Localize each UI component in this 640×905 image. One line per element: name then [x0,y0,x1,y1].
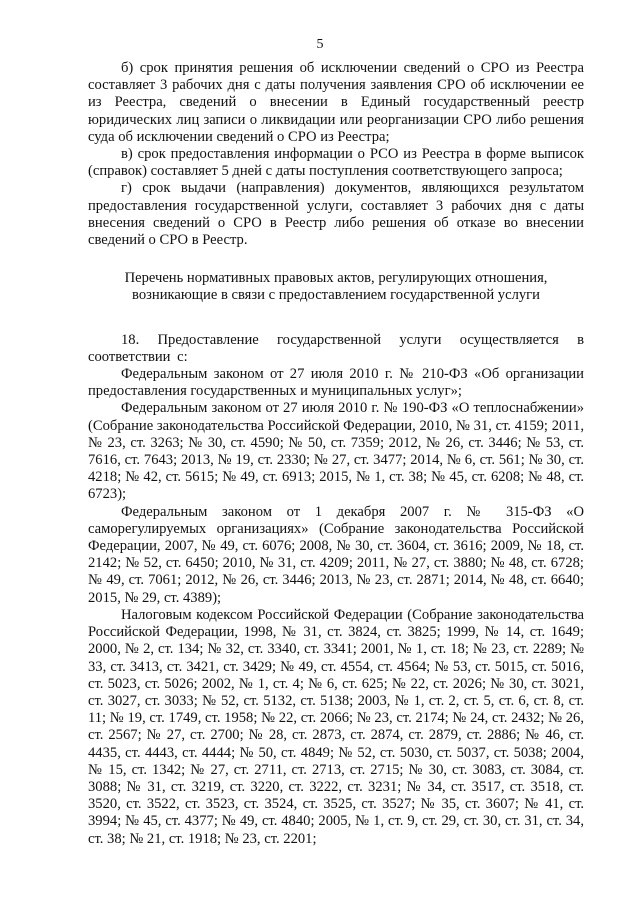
paragraph-law-190fz: Федеральным законом от 27 июля 2010 г. № 190-ФЗ «О теплоснабжении» (Собрание законодательства Российской Федерации, 2010, № 31, ст. 4159; 2011, № 23, ст. 3263; № 30, ст. 4590; № 50, ст. 7359; 2012, № 26, ст. 3446; № 53, ст. 7616, ст. 7643; 2013, № 19, ст. 2330; № 27, ст. 3477; 2014, № 6, ст. 561; № 30, ст. 4218; № 42, ст. 5615; № 49, ст. 6913; 2015, № 1, ст. 38; № 45, ст. 6208; № 48, ст. 6723); [88,400,584,503]
section-heading: Перечень нормативных правовых актов, регулирующих отношения, возникающие в связи с предоставлением государственной услуги [124,270,548,304]
paragraph-deadline-v: в) срок предоставления информации о РСО из Реестра в форме выписок (справок) составляет 5 дней с даты поступления соответствующего запроса; [88,146,584,180]
paragraph-deadline-g: г) срок выдачи (направления) документов, являющихся результатом предоставления государственной услуги, составляет 3 рабочих дня с даты внесения сведений о СРО в Реестр либо решения об отказе во внесении сведений о СРО в Реестр. [88,180,584,249]
paragraph-clause-18: 18. Предоставление государственной услуги осуществляется в соответствии с: [88,331,584,365]
paragraph-law-210fz: Федеральным законом от 27 июля 2010 г. № 210-ФЗ «Об организации предоставления государственных и муниципальных услуг»; [88,366,584,400]
paragraph-tax-code: Налоговым кодексом Российской Федерации (Собрание законодательства Российской Федерации, 1998, № 31, ст. 3824, ст. 3825; 1999, № 14, ст. 1649; 2000, № 2, ст. 134; № 32, ст. 3340, ст. 3341; 2001, № 1, ст. 18; № 23, ст. 2289; № 33, ст. 3413, ст. 3421, ст. 3429; № 49, ст. 4554, ст. 4564; № 53, ст. 5015, ст. 5016, ст. 5023, ст. 5026; 2002, № 1, ст. 4; № 6, ст. 625; № 22, ст. 2026; № 30, ст. 3021, ст. 3027, ст. 3033; № 52, ст. 5132, ст. 5138; 2003, № 1, ст. 2, ст. 5, ст. 6, ст. 8, ст. 11; № 19, ст. 1749, ст. 1958; № 22, ст. 2066; № 23, ст. 2174; № 24, ст. 2432; № 26, ст. 2567; № 27, ст. 2700; № 28, ст. 2873, ст. 2874, ст. 2879, ст. 2886; № 46, ст. 4435, ст. 4443, ст. 4444; № 50, ст. 4849; № 52, ст. 5030, ст. 5037, ст. 5038; 2004, № 15, ст. 1342; № 27, ст. 2711, ст. 2713, ст. 2715; № 30, ст. 3083, ст. 3084, ст. 3088; № 31, ст. 3219, ст. 3220, ст. 3222, ст. 3231; № 34, ст. 3517, ст. 3518, ст. 3520, ст. 3522, ст. 3523, ст. 3524, ст. 3525, ст. 3527; № 35, ст. 3607; № 41, ст. 3994; № 45, ст. 4377; № 49, ст. 4840; 2005, № 1, ст. 9, ст. 29, ст. 30, ст. 31, ст. 34, ст. 38; № 21, ст. 1918; № 23, ст. 2201; [88,606,584,847]
paragraph-deadline-b: б) срок принятия решения об исключении сведений о СРО из Реестра составляет 3 рабочих дня с даты получения заявления СРО об исключении ее из Реестра, сведений о внесении в Единый государственный реестр юридических лиц записи о ликвидации или реорганизации СРО либо решения суда об исключении сведений о СРО из Реестра; [88,60,584,145]
document-body [88,60,584,848]
paragraph-law-315fz: Федеральным законом от 1 декабря 2007 г. № 315-ФЗ «О саморегулируемых организациях» (Собрание законодательства Российской Федерации, 2007, № 49, ст. 6076; 2008, № 30, ст. 3604, ст. 3616; 2009, № 18, ст. 2142; № 52, ст. 6450; 2010, № 31, ст. 4209; 2011, № 27, ст. 3880; № 48, ст. 6728; № 49, ст. 7061; 2012, № 26, ст. 3446; 2013, № 23, ст. 2871; 2014, № 48, ст. 6640; 2015, № 29, ст. 4389); [88,503,584,606]
page-number: 5 [316,37,324,52]
